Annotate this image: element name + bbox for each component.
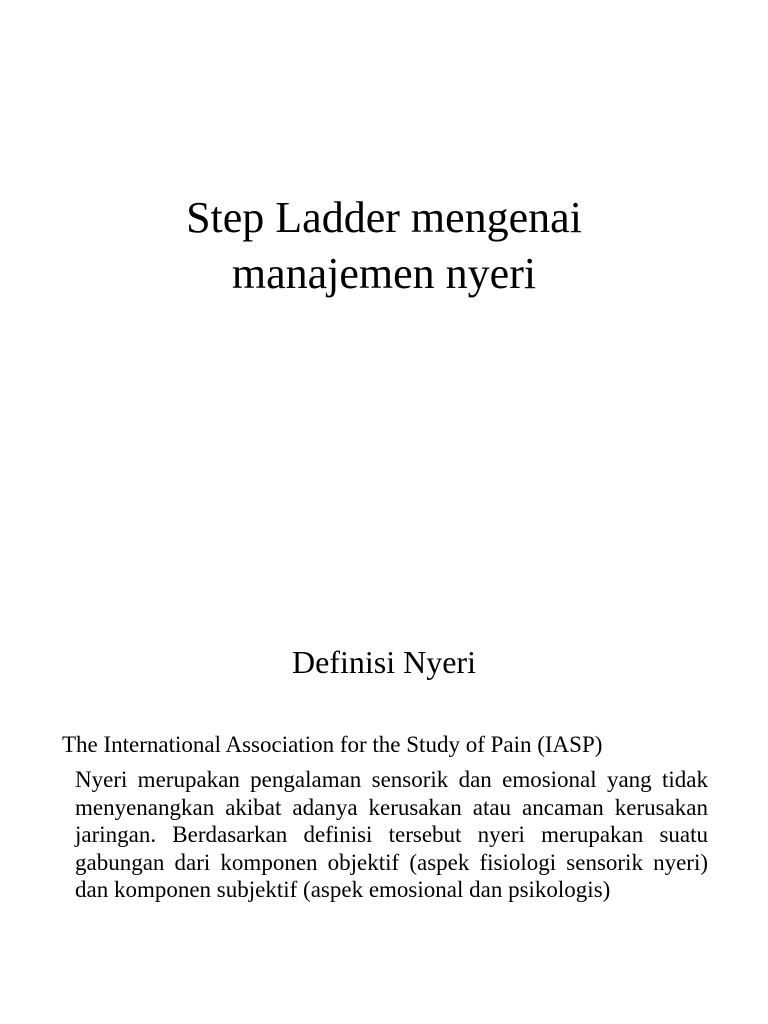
section-heading: Definisi Nyeri [292, 644, 476, 680]
title-line-2: manajemen nyeri [231, 249, 537, 298]
title-line-1: Step Ladder mengenai [186, 193, 582, 242]
definition-paragraph: Nyeri merupakan pengalaman sensorik dan emosional yang tidak menyenangkan akibat adanya kerusakan atau ancaman kerusakan jaringan. Berdasarkan definisi tersebut nyeri merupakan suatu gabungan dari komponen objektif (aspek fisiologi sensorik nyeri) dan komponen subjektif (aspek emosional dan psikologis) [75, 767, 708, 902]
source-attribution: The International Association for the Study of Pain (IASP) [62, 732, 603, 757]
page-title [0, 190, 768, 302]
